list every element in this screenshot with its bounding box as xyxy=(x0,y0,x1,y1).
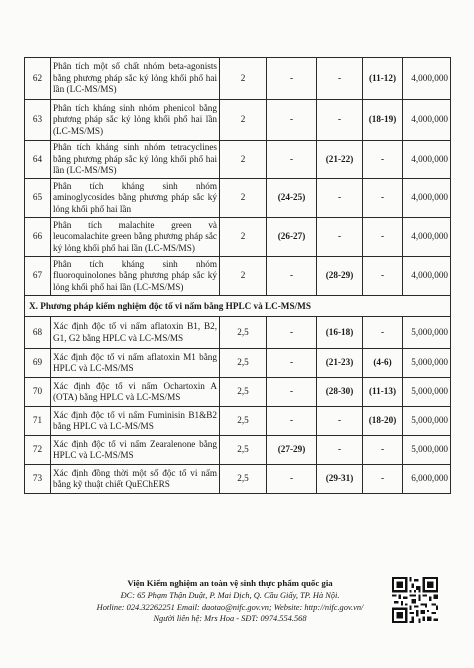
footer-org: Viện Kiểm nghiệm an toàn vệ sinh thực phẩm quốc gia xyxy=(127,578,333,588)
fee: 5,000,000 xyxy=(403,317,451,349)
fee: 4,000,000 xyxy=(403,179,451,218)
table-row xyxy=(25,378,451,407)
schedule-col-2: (16-18) xyxy=(317,317,363,349)
footer-person: Người liên hệ: Mrs Hoa - SĐT: 0974.554.568 xyxy=(153,614,307,624)
schedule-col-1: - xyxy=(267,407,317,436)
duration: 2 xyxy=(220,257,267,296)
schedule-col-3: (4-6) xyxy=(363,349,403,378)
row-number: 72 xyxy=(25,436,51,465)
fee: 6,000,000 xyxy=(403,465,451,494)
schedule-col-3: - xyxy=(363,465,403,494)
table-row xyxy=(25,141,451,179)
row-number: 63 xyxy=(25,100,51,141)
course-name: Xác định độc tố vi nấm Ochartoxin A (OTA) bằng HPLC và LC-MS/MS xyxy=(51,378,220,407)
duration: 2,5 xyxy=(220,407,267,436)
duration: 2 xyxy=(220,218,267,257)
schedule-col-2: (21-23) xyxy=(317,349,363,378)
schedule-col-2: - xyxy=(317,100,363,141)
schedule-col-1: - xyxy=(267,58,317,100)
row-number: 69 xyxy=(25,349,51,378)
course-name: Phân tích kháng sinh nhóm phenicol bằng phương pháp sắc ký lỏng khối phổ hai lần (LC-MS/MS) xyxy=(51,100,220,141)
schedule-col-1: - xyxy=(267,317,317,349)
qr-code-icon xyxy=(392,577,438,623)
course-name: Phân tích kháng sinh nhóm tetracyclines bằng phương pháp sắc ký lỏng khối phổ hai lần (LC-MS/MS) xyxy=(51,141,220,179)
schedule-col-2: - xyxy=(317,58,363,100)
row-number: 71 xyxy=(25,407,51,436)
table-row xyxy=(25,179,451,218)
row-number: 66 xyxy=(25,218,51,257)
schedule-col-3: - xyxy=(363,257,403,296)
table-row xyxy=(25,257,451,296)
duration: 2,5 xyxy=(220,465,267,494)
schedule-col-1: - xyxy=(267,257,317,296)
table-row xyxy=(25,58,451,100)
course-table xyxy=(24,57,451,494)
duration: 2 xyxy=(220,58,267,100)
footer xyxy=(70,578,390,625)
fee: 4,000,000 xyxy=(403,257,451,296)
fee: 4,000,000 xyxy=(403,218,451,257)
schedule-col-2: (29-31) xyxy=(317,465,363,494)
table-row xyxy=(25,349,451,378)
course-name: Xác định đồng thời một số độc tố vi nấm bằng kỹ thuật chiết QuEChERS xyxy=(51,465,220,494)
table-row xyxy=(25,218,451,257)
schedule-col-1: - xyxy=(267,100,317,141)
course-name: Phân tích kháng sinh nhóm fluoroquinolones bằng phương pháp sắc ký lỏng khối phổ hai lần (LC-MS/MS) xyxy=(51,257,220,296)
schedule-col-3: (18-19) xyxy=(363,100,403,141)
row-number: 62 xyxy=(25,58,51,100)
schedule-col-2: (28-30) xyxy=(317,378,363,407)
schedule-col-2: - xyxy=(317,407,363,436)
schedule-col-2: - xyxy=(317,436,363,465)
row-number: 64 xyxy=(25,141,51,179)
course-name: Phân tích một số chất nhóm beta-agonists bằng phương pháp sắc ký lỏng khối phổ hai lần (LC-MS/MS) xyxy=(51,58,220,100)
schedule-col-3: (11-13) xyxy=(363,378,403,407)
table-row xyxy=(25,407,451,436)
table-row xyxy=(25,436,451,465)
fee: 4,000,000 xyxy=(403,100,451,141)
footer-address: ĐC: 65 Phạm Thận Duật, P. Mai Dịch, Q. Cầu Giấy, TP. Hà Nội. xyxy=(120,590,340,600)
fee: 4,000,000 xyxy=(403,141,451,179)
schedule-col-2: (28-29) xyxy=(317,257,363,296)
schedule-col-3: - xyxy=(363,218,403,257)
duration: 2,5 xyxy=(220,349,267,378)
duration: 2 xyxy=(220,100,267,141)
fee: 4,000,000 xyxy=(403,58,451,100)
schedule-col-1: (27-29) xyxy=(267,436,317,465)
row-number: 70 xyxy=(25,378,51,407)
row-number: 67 xyxy=(25,257,51,296)
schedule-col-1: - xyxy=(267,349,317,378)
schedule-col-2: - xyxy=(317,218,363,257)
schedule-col-3: (18-20) xyxy=(363,407,403,436)
schedule-col-3: (11-12) xyxy=(363,58,403,100)
course-name: Phân tích kháng sinh nhóm aminoglycosides bằng phương pháp sắc ký lỏng khối phổ hai lần xyxy=(51,179,220,218)
duration: 2 xyxy=(220,179,267,218)
schedule-col-3: - xyxy=(363,141,403,179)
duration: 2,5 xyxy=(220,436,267,465)
schedule-col-1: - xyxy=(267,141,317,179)
schedule-col-1: (24-25) xyxy=(267,179,317,218)
course-name: Xác định độc tố vi nấm Fuminisin B1&B2 bằng HPLC và LC-MS/MS xyxy=(51,407,220,436)
schedule-col-2: (21-22) xyxy=(317,141,363,179)
fee: 5,000,000 xyxy=(403,349,451,378)
schedule-col-1: (26-27) xyxy=(267,218,317,257)
schedule-col-1: - xyxy=(267,465,317,494)
table-row xyxy=(25,465,451,494)
course-name: Xác định độc tố vi nấm Zearalenone bằng HPLC và LC-MS/MS xyxy=(51,436,220,465)
fee: 5,000,000 xyxy=(403,407,451,436)
duration: 2,5 xyxy=(220,378,267,407)
duration: 2 xyxy=(220,141,267,179)
schedule-col-3: - xyxy=(363,317,403,349)
section-header-row xyxy=(25,296,451,317)
course-name: Xác định độc tố vi nấm aflatoxin M1 bằng HPLC và LC-MS/MS xyxy=(51,349,220,378)
schedule-col-3: - xyxy=(363,179,403,218)
fee: 5,000,000 xyxy=(403,436,451,465)
schedule-col-1: - xyxy=(267,378,317,407)
section-title: X. Phương pháp kiểm nghiệm độc tố vi nấm bằng HPLC và LC-MS/MS xyxy=(25,296,451,317)
course-name: Phân tích malachite green và leucomalachite green bằng phương pháp sắc ký lỏng khối phổ hai lần (LC-MS/MS) xyxy=(51,218,220,257)
row-number: 65 xyxy=(25,179,51,218)
footer-contact: Hotline: 024.32262251 Email: daotao@nifc.gov.vn; Website: http://nifc.gov.vn/ xyxy=(96,602,364,612)
table-row xyxy=(25,100,451,141)
course-name: Xác định độc tố vi nấm aflatoxin B1, B2, G1, G2 bằng HPLC và LC-MS/MS xyxy=(51,317,220,349)
row-number: 68 xyxy=(25,317,51,349)
row-number: 73 xyxy=(25,465,51,494)
schedule-col-2: - xyxy=(317,179,363,218)
schedule-col-3: - xyxy=(363,436,403,465)
duration: 2,5 xyxy=(220,317,267,349)
table-row xyxy=(25,317,451,349)
fee: 5,000,000 xyxy=(403,378,451,407)
